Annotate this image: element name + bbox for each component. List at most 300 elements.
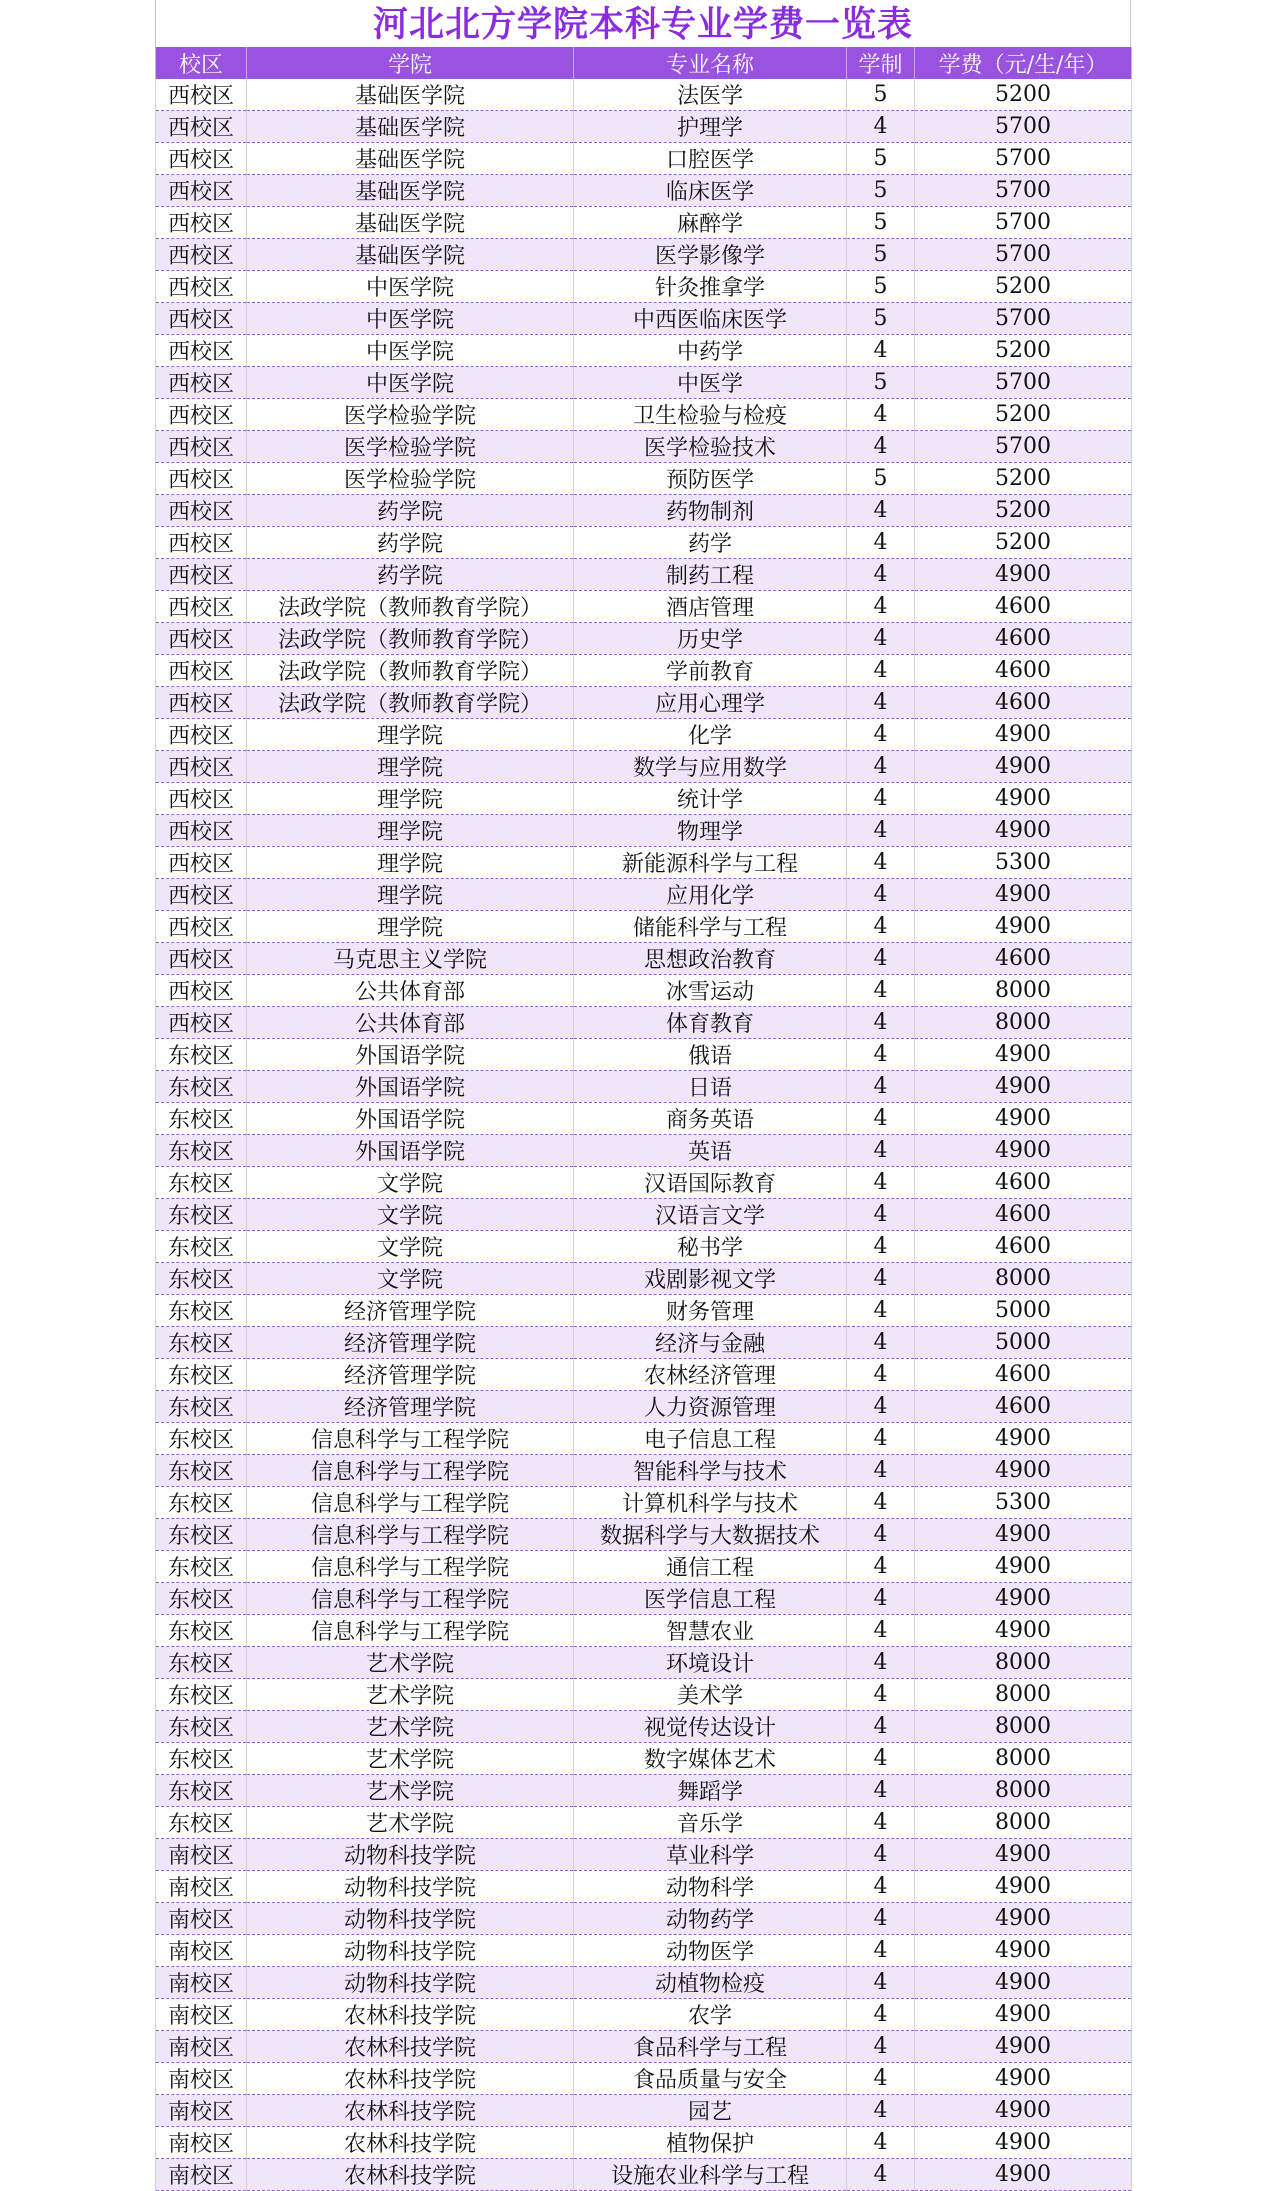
cell-duration: 5: [847, 175, 915, 207]
cell-major: 中药学: [574, 335, 847, 367]
cell-campus: 西校区: [156, 207, 247, 239]
cell-campus: 南校区: [156, 2063, 247, 2095]
cell-college: 理学院: [247, 751, 574, 783]
cell-major: 商务英语: [574, 1103, 847, 1135]
fee-table: [155, 47, 1132, 2191]
cell-campus: 东校区: [156, 1647, 247, 1679]
cell-major: 俄语: [574, 1039, 847, 1071]
cell-major: 历史学: [574, 623, 847, 655]
cell-major: 药学: [574, 527, 847, 559]
table-row: [156, 1967, 1132, 1999]
table-row: [156, 975, 1132, 1007]
cell-tuition: 4900: [915, 1583, 1132, 1615]
table-row: [156, 1903, 1132, 1935]
cell-tuition: 4900: [915, 1999, 1132, 2031]
cell-tuition: 4900: [915, 1551, 1132, 1583]
cell-major: 智能科学与技术: [574, 1455, 847, 1487]
cell-campus: 东校区: [156, 1231, 247, 1263]
cell-duration: 4: [847, 1743, 915, 1775]
cell-campus: 东校区: [156, 1039, 247, 1071]
cell-tuition: 5000: [915, 1327, 1132, 1359]
cell-major: 动物药学: [574, 1903, 847, 1935]
cell-tuition: 5700: [915, 303, 1132, 335]
cell-tuition: 8000: [915, 1679, 1132, 1711]
table-row: [156, 271, 1132, 303]
cell-major: 通信工程: [574, 1551, 847, 1583]
cell-duration: 4: [847, 1999, 915, 2031]
table-row: [156, 815, 1132, 847]
table-row: [156, 2063, 1132, 2095]
cell-campus: 西校区: [156, 79, 247, 111]
cell-major: 应用心理学: [574, 687, 847, 719]
cell-college: 中医学院: [247, 367, 574, 399]
cell-tuition: 5200: [915, 79, 1132, 111]
table-row: [156, 1935, 1132, 1967]
cell-tuition: 8000: [915, 1647, 1132, 1679]
table-row: [156, 847, 1132, 879]
cell-campus: 东校区: [156, 1455, 247, 1487]
cell-college: 农林科技学院: [247, 2031, 574, 2063]
cell-duration: 4: [847, 655, 915, 687]
cell-college: 外国语学院: [247, 1039, 574, 1071]
cell-major: 植物保护: [574, 2127, 847, 2159]
cell-college: 外国语学院: [247, 1135, 574, 1167]
cell-duration: 4: [847, 1711, 915, 1743]
page-title: 河北北方学院本科专业学费一览表: [155, 0, 1131, 47]
cell-duration: 4: [847, 815, 915, 847]
cell-major: 医学影像学: [574, 239, 847, 271]
cell-duration: 4: [847, 1967, 915, 1999]
cell-college: 农林科技学院: [247, 2095, 574, 2127]
table-row: [156, 1839, 1132, 1871]
cell-campus: 东校区: [156, 1423, 247, 1455]
cell-major: 计算机科学与技术: [574, 1487, 847, 1519]
cell-duration: 4: [847, 1647, 915, 1679]
cell-duration: 4: [847, 111, 915, 143]
cell-college: 文学院: [247, 1167, 574, 1199]
cell-campus: 西校区: [156, 527, 247, 559]
cell-college: 艺术学院: [247, 1775, 574, 1807]
table-row: [156, 79, 1132, 111]
table-row: [156, 1039, 1132, 1071]
cell-campus: 东校区: [156, 1583, 247, 1615]
cell-duration: 4: [847, 2063, 915, 2095]
cell-college: 中医学院: [247, 335, 574, 367]
cell-tuition: 8000: [915, 1711, 1132, 1743]
cell-tuition: 5700: [915, 431, 1132, 463]
cell-college: 理学院: [247, 783, 574, 815]
cell-campus: 南校区: [156, 2159, 247, 2191]
cell-campus: 西校区: [156, 751, 247, 783]
cell-college: 公共体育部: [247, 1007, 574, 1039]
table-row: [156, 527, 1132, 559]
cell-duration: 4: [847, 1839, 915, 1871]
cell-college: 农林科技学院: [247, 2063, 574, 2095]
cell-duration: 4: [847, 1007, 915, 1039]
cell-tuition: 4600: [915, 1231, 1132, 1263]
cell-college: 理学院: [247, 815, 574, 847]
cell-college: 基础医学院: [247, 239, 574, 271]
table-row: [156, 1743, 1132, 1775]
cell-campus: 东校区: [156, 1103, 247, 1135]
header-campus: 校区: [156, 47, 247, 79]
cell-duration: 5: [847, 207, 915, 239]
cell-duration: 4: [847, 911, 915, 943]
cell-campus: 西校区: [156, 143, 247, 175]
cell-college: 药学院: [247, 495, 574, 527]
cell-college: 经济管理学院: [247, 1359, 574, 1391]
cell-tuition: 4900: [915, 2159, 1132, 2191]
cell-duration: 4: [847, 2159, 915, 2191]
table-row: [156, 1647, 1132, 1679]
cell-campus: 西校区: [156, 591, 247, 623]
cell-tuition: 4600: [915, 1359, 1132, 1391]
table-row: [156, 463, 1132, 495]
cell-campus: 东校区: [156, 1263, 247, 1295]
cell-duration: 4: [847, 1327, 915, 1359]
cell-major: 动物科学: [574, 1871, 847, 1903]
cell-tuition: 5700: [915, 239, 1132, 271]
table-body: [156, 79, 1132, 2191]
cell-duration: 5: [847, 367, 915, 399]
cell-major: 口腔医学: [574, 143, 847, 175]
cell-campus: 西校区: [156, 559, 247, 591]
cell-tuition: 5200: [915, 271, 1132, 303]
cell-major: 人力资源管理: [574, 1391, 847, 1423]
cell-major: 物理学: [574, 815, 847, 847]
cell-campus: 南校区: [156, 2031, 247, 2063]
table-row: [156, 1679, 1132, 1711]
cell-major: 英语: [574, 1135, 847, 1167]
header-major: 专业名称: [574, 47, 847, 79]
cell-campus: 东校区: [156, 1327, 247, 1359]
cell-tuition: 8000: [915, 1775, 1132, 1807]
cell-tuition: 5700: [915, 175, 1132, 207]
cell-campus: 西校区: [156, 719, 247, 751]
cell-college: 农林科技学院: [247, 2127, 574, 2159]
cell-college: 药学院: [247, 527, 574, 559]
cell-duration: 4: [847, 1775, 915, 1807]
cell-duration: 4: [847, 1135, 915, 1167]
cell-tuition: 5000: [915, 1295, 1132, 1327]
cell-tuition: 4900: [915, 1135, 1132, 1167]
cell-tuition: 8000: [915, 1807, 1132, 1839]
cell-campus: 东校区: [156, 1743, 247, 1775]
cell-duration: 4: [847, 431, 915, 463]
table-row: [156, 943, 1132, 975]
cell-college: 动物科技学院: [247, 1967, 574, 1999]
table-row: [156, 1167, 1132, 1199]
cell-duration: 4: [847, 1487, 915, 1519]
table-row: [156, 783, 1132, 815]
table-row: [156, 1071, 1132, 1103]
cell-duration: 5: [847, 79, 915, 111]
table-row: [156, 1199, 1132, 1231]
cell-tuition: 4600: [915, 591, 1132, 623]
cell-college: 信息科学与工程学院: [247, 1551, 574, 1583]
cell-major: 护理学: [574, 111, 847, 143]
cell-duration: 4: [847, 1871, 915, 1903]
cell-major: 医学检验技术: [574, 431, 847, 463]
cell-duration: 4: [847, 1039, 915, 1071]
cell-duration: 4: [847, 847, 915, 879]
cell-tuition: 5200: [915, 527, 1132, 559]
cell-campus: 东校区: [156, 1519, 247, 1551]
table-row: [156, 495, 1132, 527]
cell-campus: 西校区: [156, 655, 247, 687]
cell-tuition: 4600: [915, 1167, 1132, 1199]
cell-college: 理学院: [247, 911, 574, 943]
cell-duration: 4: [847, 2031, 915, 2063]
cell-campus: 东校区: [156, 1679, 247, 1711]
cell-duration: 4: [847, 2095, 915, 2127]
cell-college: 艺术学院: [247, 1679, 574, 1711]
cell-duration: 4: [847, 1071, 915, 1103]
cell-major: 日语: [574, 1071, 847, 1103]
cell-campus: 南校区: [156, 1935, 247, 1967]
cell-college: 法政学院（教师教育学院）: [247, 655, 574, 687]
cell-major: 秘书学: [574, 1231, 847, 1263]
cell-major: 应用化学: [574, 879, 847, 911]
table-row: [156, 1775, 1132, 1807]
cell-duration: 4: [847, 1359, 915, 1391]
cell-college: 文学院: [247, 1199, 574, 1231]
cell-tuition: 4900: [915, 1423, 1132, 1455]
cell-major: 农林经济管理: [574, 1359, 847, 1391]
cell-tuition: 4600: [915, 687, 1132, 719]
table-row: [156, 1103, 1132, 1135]
cell-campus: 东校区: [156, 1199, 247, 1231]
table-row: [156, 1263, 1132, 1295]
cell-major: 酒店管理: [574, 591, 847, 623]
cell-college: 信息科学与工程学院: [247, 1423, 574, 1455]
cell-tuition: 8000: [915, 1007, 1132, 1039]
table-row: [156, 751, 1132, 783]
cell-college: 信息科学与工程学院: [247, 1583, 574, 1615]
cell-major: 药物制剂: [574, 495, 847, 527]
cell-college: 外国语学院: [247, 1103, 574, 1135]
cell-major: 中西医临床医学: [574, 303, 847, 335]
cell-tuition: 4900: [915, 2031, 1132, 2063]
table-row: [156, 335, 1132, 367]
cell-duration: 5: [847, 239, 915, 271]
cell-duration: 4: [847, 719, 915, 751]
cell-duration: 5: [847, 143, 915, 175]
table-row: [156, 2031, 1132, 2063]
cell-campus: 西校区: [156, 431, 247, 463]
cell-campus: 西校区: [156, 271, 247, 303]
cell-campus: 南校区: [156, 1871, 247, 1903]
cell-duration: 4: [847, 591, 915, 623]
table-row: [156, 207, 1132, 239]
table-row: [156, 1391, 1132, 1423]
cell-major: 动植物检疫: [574, 1967, 847, 1999]
cell-major: 汉语言文学: [574, 1199, 847, 1231]
cell-duration: 4: [847, 1807, 915, 1839]
cell-tuition: 4900: [915, 1039, 1132, 1071]
table-row: [156, 591, 1132, 623]
cell-major: 食品科学与工程: [574, 2031, 847, 2063]
cell-tuition: 4900: [915, 1103, 1132, 1135]
cell-college: 信息科学与工程学院: [247, 1487, 574, 1519]
cell-college: 基础医学院: [247, 207, 574, 239]
cell-duration: 4: [847, 783, 915, 815]
cell-duration: 4: [847, 1231, 915, 1263]
cell-duration: 4: [847, 1679, 915, 1711]
cell-duration: 4: [847, 623, 915, 655]
table-row: [156, 1711, 1132, 1743]
cell-major: 视觉传达设计: [574, 1711, 847, 1743]
cell-college: 理学院: [247, 847, 574, 879]
cell-college: 经济管理学院: [247, 1327, 574, 1359]
cell-tuition: 4900: [915, 1871, 1132, 1903]
cell-campus: 南校区: [156, 1839, 247, 1871]
cell-college: 基础医学院: [247, 143, 574, 175]
cell-tuition: 5200: [915, 495, 1132, 527]
cell-college: 动物科技学院: [247, 1839, 574, 1871]
cell-tuition: 5200: [915, 335, 1132, 367]
table-row: [156, 1455, 1132, 1487]
cell-major: 针灸推拿学: [574, 271, 847, 303]
cell-duration: 4: [847, 1551, 915, 1583]
table-row: [156, 431, 1132, 463]
cell-tuition: 4900: [915, 783, 1132, 815]
cell-campus: 西校区: [156, 335, 247, 367]
cell-college: 公共体育部: [247, 975, 574, 1007]
cell-college: 基础医学院: [247, 175, 574, 207]
cell-campus: 东校区: [156, 1135, 247, 1167]
cell-college: 马克思主义学院: [247, 943, 574, 975]
cell-college: 农林科技学院: [247, 2159, 574, 2191]
cell-college: 中医学院: [247, 271, 574, 303]
cell-duration: 4: [847, 1199, 915, 1231]
cell-major: 医学信息工程: [574, 1583, 847, 1615]
cell-duration: 4: [847, 1519, 915, 1551]
cell-duration: 4: [847, 687, 915, 719]
cell-tuition: 4900: [915, 1071, 1132, 1103]
cell-college: 动物科技学院: [247, 1871, 574, 1903]
cell-tuition: 4900: [915, 1455, 1132, 1487]
cell-tuition: 8000: [915, 1743, 1132, 1775]
cell-tuition: 4900: [915, 559, 1132, 591]
cell-campus: 西校区: [156, 495, 247, 527]
table-row: [156, 1487, 1132, 1519]
cell-college: 理学院: [247, 879, 574, 911]
cell-major: 经济与金融: [574, 1327, 847, 1359]
cell-campus: 西校区: [156, 975, 247, 1007]
cell-major: 园艺: [574, 2095, 847, 2127]
cell-college: 农林科技学院: [247, 1999, 574, 2031]
cell-tuition: 5200: [915, 463, 1132, 495]
cell-campus: 西校区: [156, 367, 247, 399]
cell-duration: 4: [847, 1295, 915, 1327]
table-row: [156, 1583, 1132, 1615]
table-row: [156, 239, 1132, 271]
cell-college: 文学院: [247, 1231, 574, 1263]
cell-duration: 5: [847, 271, 915, 303]
cell-campus: 东校区: [156, 1807, 247, 1839]
table-row: [156, 559, 1132, 591]
table-row: [156, 367, 1132, 399]
cell-major: 财务管理: [574, 1295, 847, 1327]
cell-college: 基础医学院: [247, 111, 574, 143]
cell-campus: 西校区: [156, 815, 247, 847]
cell-college: 艺术学院: [247, 1711, 574, 1743]
cell-major: 草业科学: [574, 1839, 847, 1871]
table-row: [156, 143, 1132, 175]
cell-duration: 4: [847, 1455, 915, 1487]
table-row: [156, 2159, 1132, 2191]
cell-college: 经济管理学院: [247, 1391, 574, 1423]
cell-campus: 东校区: [156, 1167, 247, 1199]
cell-tuition: 5200: [915, 399, 1132, 431]
cell-college: 艺术学院: [247, 1743, 574, 1775]
cell-college: 经济管理学院: [247, 1295, 574, 1327]
cell-major: 学前教育: [574, 655, 847, 687]
cell-duration: 4: [847, 1583, 915, 1615]
cell-tuition: 4900: [915, 815, 1132, 847]
cell-college: 理学院: [247, 719, 574, 751]
table-row: [156, 623, 1132, 655]
cell-duration: 4: [847, 1391, 915, 1423]
cell-campus: 东校区: [156, 1295, 247, 1327]
table-row: [156, 687, 1132, 719]
cell-tuition: 4900: [915, 1615, 1132, 1647]
cell-tuition: 4600: [915, 655, 1132, 687]
table-row: [156, 1519, 1132, 1551]
cell-campus: 东校区: [156, 1391, 247, 1423]
cell-college: 信息科学与工程学院: [247, 1455, 574, 1487]
cell-tuition: 4900: [915, 2127, 1132, 2159]
cell-campus: 南校区: [156, 2127, 247, 2159]
table-row: [156, 303, 1132, 335]
cell-tuition: 4900: [915, 1967, 1132, 1999]
cell-tuition: 5300: [915, 847, 1132, 879]
cell-college: 法政学院（教师教育学院）: [247, 591, 574, 623]
cell-duration: 4: [847, 751, 915, 783]
cell-campus: 东校区: [156, 1487, 247, 1519]
cell-tuition: 4600: [915, 943, 1132, 975]
cell-duration: 4: [847, 495, 915, 527]
cell-major: 麻醉学: [574, 207, 847, 239]
cell-major: 体育教育: [574, 1007, 847, 1039]
cell-major: 临床医学: [574, 175, 847, 207]
cell-tuition: 8000: [915, 975, 1132, 1007]
cell-duration: 4: [847, 1167, 915, 1199]
cell-campus: 西校区: [156, 911, 247, 943]
cell-major: 数据科学与大数据技术: [574, 1519, 847, 1551]
table-row: [156, 175, 1132, 207]
cell-campus: 西校区: [156, 1007, 247, 1039]
table-row: [156, 1359, 1132, 1391]
header-college: 学院: [247, 47, 574, 79]
cell-major: 电子信息工程: [574, 1423, 847, 1455]
cell-major: 数学与应用数学: [574, 751, 847, 783]
cell-duration: 5: [847, 303, 915, 335]
cell-major: 智慧农业: [574, 1615, 847, 1647]
cell-major: 制药工程: [574, 559, 847, 591]
cell-major: 舞蹈学: [574, 1775, 847, 1807]
table-row: [156, 2095, 1132, 2127]
cell-campus: 西校区: [156, 399, 247, 431]
cell-major: 食品质量与安全: [574, 2063, 847, 2095]
cell-major: 冰雪运动: [574, 975, 847, 1007]
table-row: [156, 399, 1132, 431]
cell-major: 中医学: [574, 367, 847, 399]
cell-campus: 南校区: [156, 1999, 247, 2031]
cell-campus: 东校区: [156, 1071, 247, 1103]
cell-college: 文学院: [247, 1263, 574, 1295]
